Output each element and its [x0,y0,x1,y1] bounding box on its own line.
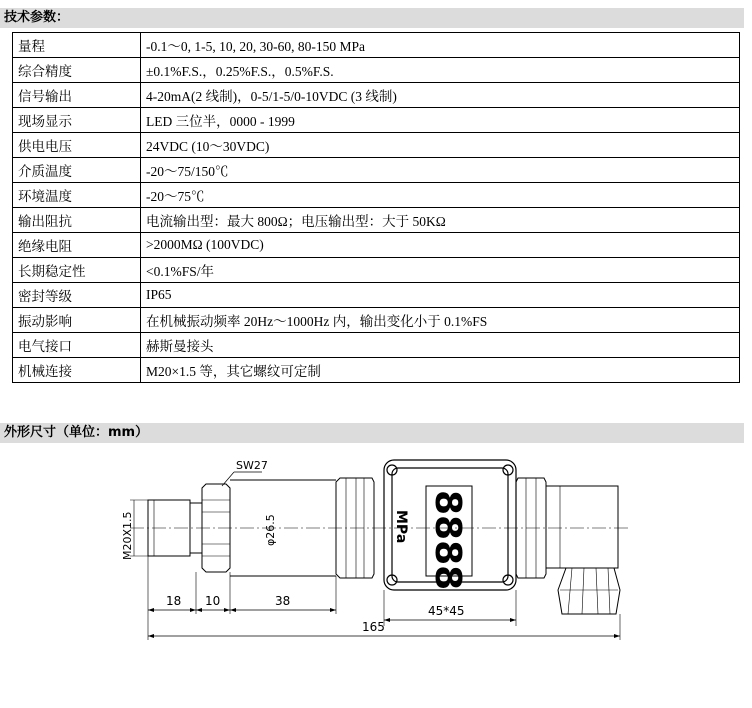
spec-value: 电流输出型：最大 800Ω；电压输出型：大于 50KΩ [141,208,740,233]
spec-name: 机械连接 [13,358,141,383]
spec-value: >2000MΩ (100VDC) [141,233,740,258]
spec-name: 供电电压 [13,133,141,158]
thread-label: M20X1.5 [121,511,134,560]
unit-label: MPa [393,510,409,544]
spec-name: 现场显示 [13,108,141,133]
spec-value: 4-20mA(2 线制)，0-5/1-5/0-10VDC (3 线制) [141,83,740,108]
spec-value: 在机械振动频率 20Hz～1000Hz 内，输出变化小于 0.1%FS [141,308,740,333]
spec-value: ±0.1%F.S.，0.25%F.S.，0.5%F.S. [141,58,740,83]
spec-value: LED 三位半，0000 - 1999 [141,108,740,133]
dim-18: 18 [166,594,182,608]
spec-name: 绝缘电阻 [13,233,141,258]
spec-name: 密封等级 [13,283,141,308]
spec-value: -0.1～0, 1-5, 10, 20, 30-60, 80-150 MPa [141,33,740,58]
spec-value: M20×1.5 等，其它螺纹可定制 [141,358,740,383]
tech-params-header: 技术参数： [0,8,744,28]
spec-value: IP65 [141,283,740,308]
spec-value: <0.1%FS/年 [141,258,740,283]
spec-name: 信号输出 [13,83,141,108]
spec-name: 电气接口 [13,333,141,358]
spec-name: 长期稳定性 [13,258,141,283]
cable-gland [558,568,620,614]
spec-value: 赫斯曼接头 [141,333,740,358]
dim-38: 38 [275,594,291,608]
dim-box: 45*45 [428,604,465,618]
dim-10: 10 [205,594,221,608]
spec-value: 24VDC (10～30VDC) [141,133,740,158]
spec-value: -20～75℃ [141,183,740,208]
spec-name: 振动影响 [13,308,141,333]
spec-value: -20～75/150℃ [141,158,740,183]
spec-name: 介质温度 [13,158,141,183]
spec-name: 输出阻抗 [13,208,141,233]
connector-housing [546,486,618,568]
led-digits: 8888 [427,490,468,591]
dimensions-header: 外形尺寸（单位：mm） [0,423,744,443]
spec-name: 综合精度 [13,58,141,83]
spec-name: 量程 [13,33,141,58]
diameter-label: φ26.5 [264,514,277,546]
spec-name: 环境温度 [13,183,141,208]
hex-label: SW27 [236,459,268,472]
dim-total: 165 [362,620,385,634]
